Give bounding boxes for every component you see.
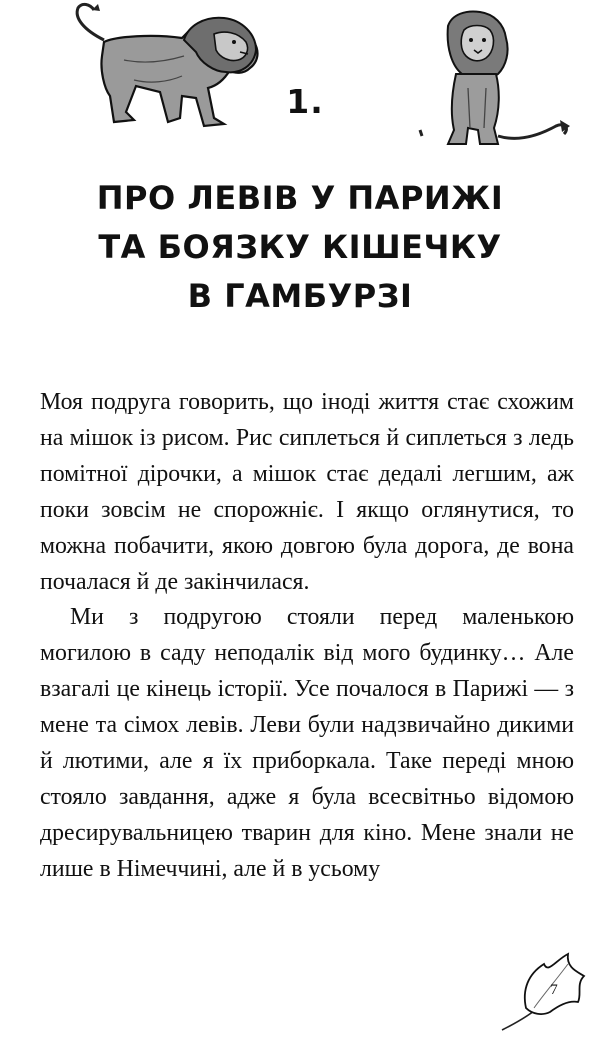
- chapter-title-line: ТА БОЯЗКУ КІШЕЧКУ: [98, 228, 502, 266]
- chapter-title-line: В ГАМБУРЗІ: [187, 277, 413, 315]
- page-number: 7: [550, 982, 558, 998]
- chapter-body: [40, 385, 574, 888]
- chapter-title: [40, 174, 560, 321]
- paragraph: Моя подруга говорить, що іноді життя стає схожим на мішок із рисом. Рис сиплеться й сиплеться з ледь помітної дірочки, а мішок стає дедалі легшим, аж поки зовсім не спорожніє. І якщо оглянутися, то можна побачити, якою довгою була дорога, де вона почалася й де закінчилася.: [40, 389, 574, 595]
- chapter-number: 1.: [286, 82, 324, 121]
- walking-lion-icon: [64, 0, 270, 140]
- chapter-title-line: ПРО ЛЕВІВ У ПАРИЖІ: [96, 179, 504, 217]
- sitting-lion-icon: [408, 8, 578, 156]
- paragraph: Ми з подругою стояли перед маленькою могилою в саду неподалік від мого будинку… Але взагалі це кінець історії. Усе почалося в Парижі — з мене та сімох левів. Леви були надзвичайно дикими й лютими, але я їх приборкала. Таке переді мною стояло завдання, адже я була всесвітньо відомою дресирувальницею тварин для кіно. Мене знали не лише в Німеччині, але й в усьому: [40, 604, 574, 882]
